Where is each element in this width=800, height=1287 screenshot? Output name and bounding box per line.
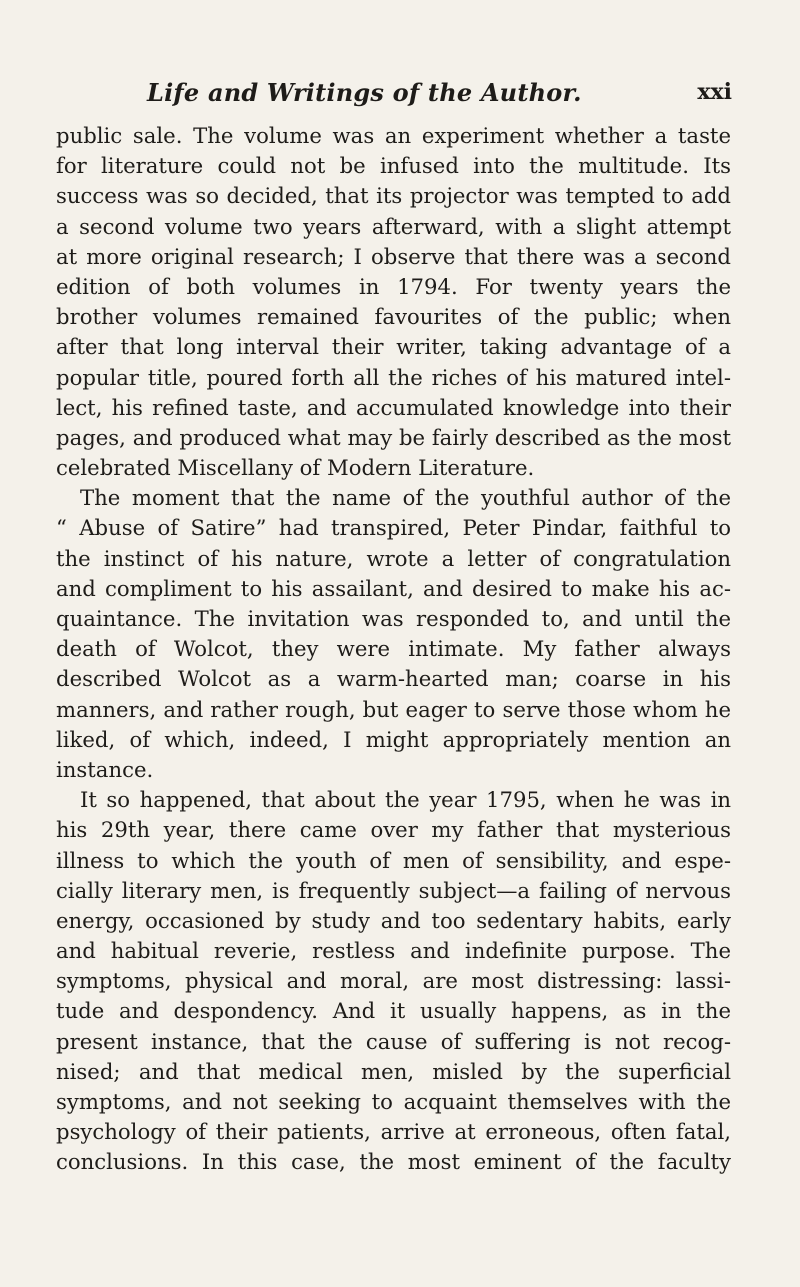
text-line: illness to which the youth of men of sensibility, and espe- xyxy=(56,847,731,873)
text-line: for literature could not be infused into the multitude. Its xyxy=(56,153,731,179)
paragraph xyxy=(56,785,731,1177)
text-line: his 29th year, there came over my father that mysterious xyxy=(56,817,731,843)
text-line: symptoms, and not seeking to acquaint themselves with the xyxy=(56,1089,731,1114)
text-line: celebrated Miscellany of Modern Literature. xyxy=(56,455,535,481)
text-line: “ Abuse of Satire” had transpired, Peter Pindar, faithful to xyxy=(56,515,731,541)
text-line: It so happened, that about the year 1795, when he was in xyxy=(80,787,731,813)
page-header xyxy=(147,78,732,114)
text-line: energy, occasioned by study and too sedentary habits, early xyxy=(56,907,731,933)
text-line: pages, and produced what may be fairly described as the most xyxy=(56,424,731,450)
running-title: Life and Writings of the Author. xyxy=(147,78,582,107)
body-text xyxy=(56,121,731,1178)
text-line: at more original research; I observe that there was a second xyxy=(56,243,731,269)
text-line: conclusions. In this case, the most eminent of the faculty xyxy=(56,1149,731,1175)
text-line: death of Wolcot, they were intimate. My father always xyxy=(56,636,731,662)
text-line: nised; and that medical men, misled by the superficial xyxy=(56,1058,731,1084)
text-line: liked, of which, indeed, I might appropriately mention an xyxy=(56,726,731,752)
text-line: quaintance. The invitation was responded to, and until the xyxy=(56,606,731,631)
text-line: brother volumes remained favourites of the public; when xyxy=(56,304,731,330)
text-line: and compliment to his assailant, and desired to make his ac- xyxy=(56,575,731,601)
text-line: described Wolcot as a warm-hearted man; coarse in his xyxy=(56,666,731,692)
text-line: psychology of their patients, arrive at erroneous, often fatal, xyxy=(56,1119,731,1145)
text-line: and habitual reverie, restless and indefinite purpose. The xyxy=(56,938,731,964)
text-line: symptoms, physical and moral, are most distressing: lassi- xyxy=(56,968,731,994)
text-line: tude and despondency. And it usually happens, as in the xyxy=(56,998,731,1024)
text-line: instance. xyxy=(56,756,154,782)
text-line: The moment that the name of the youthful author of the xyxy=(80,485,731,511)
paragraph xyxy=(56,121,731,483)
text-line: lect, his refined taste, and accumulated knowledge into their xyxy=(56,394,731,420)
paragraph xyxy=(56,483,731,785)
text-line: success was so decided, that its projector was tempted to add xyxy=(56,183,731,209)
text-line: the instinct of his nature, wrote a letter of congratulation xyxy=(56,545,731,571)
text-line: public sale. The volume was an experiment whether a taste xyxy=(56,123,731,148)
page-number: xxi xyxy=(697,79,732,105)
text-line: cially literary men, is frequently subject—a failing of nervous xyxy=(56,877,731,903)
text-line: after that long interval their writer, taking advantage of a xyxy=(56,334,731,360)
text-line: present instance, that the cause of suffering is not recog- xyxy=(56,1028,731,1054)
text-line: manners, and rather rough, but eager to serve those whom he xyxy=(56,696,731,722)
text-line: popular title, poured forth all the riches of his matured intel- xyxy=(56,364,731,390)
text-line: a second volume two years afterward, with a slight attempt xyxy=(56,213,731,239)
text-line: edition of both volumes in 1794. For twenty years the xyxy=(56,273,731,299)
